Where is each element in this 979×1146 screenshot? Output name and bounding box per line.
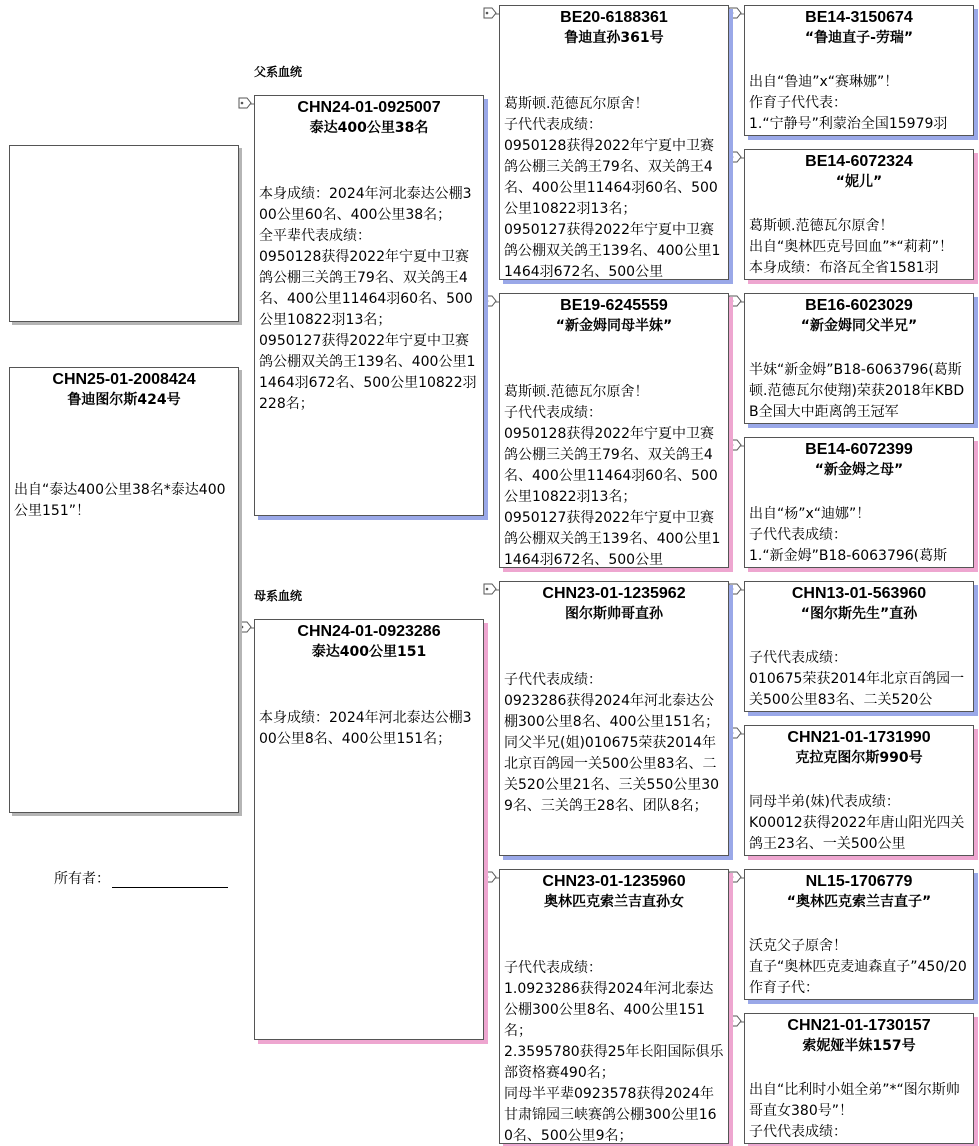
sss-description: 出自“鲁迪”x“赛琳娜”！ 作育子代代表： 1.“宁静号”利蒙治全国15979羽 bbox=[749, 74, 948, 132]
sire-card[interactable] bbox=[254, 95, 484, 516]
sire-dam-ring-number: BE19-6245559 bbox=[560, 297, 668, 314]
dam-dam-name: 奥林匹克索兰吉直孙女 bbox=[544, 894, 684, 910]
dss-description: 子代代表成绩： 010675荣获2014年北京百鸽园一关500公里83名、二关520公 bbox=[749, 650, 965, 708]
dam-sire-ring-number: CHN23-01-1235962 bbox=[542, 585, 686, 602]
sds-card[interactable] bbox=[744, 293, 974, 424]
edit-tag-icon bbox=[483, 583, 497, 595]
sss-name: “鲁迪直子-劳瑞” bbox=[804, 30, 914, 46]
edit-tag-icon bbox=[483, 7, 497, 19]
ddd-description: 出自“比利时小姐全弟”*“图尔斯帅哥直女380号”！ 子代代表成绩： bbox=[749, 1082, 960, 1140]
edit-tag-icon bbox=[238, 621, 252, 633]
owner-input-line[interactable] bbox=[112, 872, 228, 888]
ssd-ring-number: BE14-6072324 bbox=[805, 153, 913, 170]
sire-sire-card[interactable] bbox=[499, 5, 729, 280]
dds-description: 沃克父子原舍！ 直子“奥林匹克麦迪森直子”450/20作育子代： bbox=[749, 938, 967, 996]
dam-ring-number: CHN24-01-0923286 bbox=[297, 623, 441, 640]
sire-dam-name: “新金姆同母半妹” bbox=[555, 318, 673, 334]
sdd-name: “新金姆之母” bbox=[814, 462, 904, 478]
owner-field[interactable] bbox=[54, 868, 228, 888]
dam-dam-description: 子代代表成绩： 1.0923286获得2024年河北泰达公棚300公里8名、400公里151名； 2.3595780获得25年长阳国际俱乐部资格赛490名； 同母半平辈0923578获得2024年甘肃锦园三峡赛鸽公棚300公里160名、500公里9名； bbox=[504, 960, 724, 1144]
photo-placeholder[interactable] bbox=[9, 145, 239, 322]
edit-tag-icon bbox=[728, 871, 742, 883]
edit-tag-icon bbox=[728, 7, 742, 19]
sss-card[interactable] bbox=[744, 5, 974, 136]
sire-description: 本身成绩：2024年河北泰达公棚300公里60名、400公里38名； 全平辈代表成绩： 0950128获得2022年宁夏中卫赛鸽公棚三关鸽王79名、双关鸽王4名、400公里11464羽60名、500公里10822羽13名； 0950127获得2022年宁夏中卫赛鸽公棚双关鸽王139名、400公里11464羽672名、500公里10822羽228名； bbox=[259, 186, 477, 412]
ssd-description: 葛斯顿.范德瓦尔原舍！ 出自“奥林匹克号回血”*“莉莉”！ 本身成绩：布洛瓦全省1581羽 bbox=[749, 218, 954, 276]
dsd-name: 克拉克图尔斯990号 bbox=[795, 750, 923, 766]
edit-tag-icon bbox=[728, 151, 742, 163]
dam-line-label: 母系血统 bbox=[254, 589, 303, 603]
subject-name: 鲁迪图尔斯424号 bbox=[67, 392, 181, 408]
sds-name: “新金姆同父半兄” bbox=[800, 318, 918, 334]
dss-card[interactable] bbox=[744, 581, 974, 712]
edit-tag-icon bbox=[728, 583, 742, 595]
dds-name: “奥林匹克索兰吉直子” bbox=[786, 894, 932, 910]
edit-tag-icon bbox=[483, 295, 497, 307]
sire-ring-number: CHN24-01-0925007 bbox=[297, 99, 441, 116]
dam-name: 泰达400公里151 bbox=[311, 644, 427, 660]
sss-ring-number: BE14-3150674 bbox=[805, 9, 913, 26]
dam-card[interactable] bbox=[254, 619, 484, 1040]
owner-label: 所有者： bbox=[54, 871, 110, 887]
dam-dam-ring-number: CHN23-01-1235960 bbox=[542, 873, 686, 890]
dam-sire-name: 图尔斯帅哥直孙 bbox=[565, 606, 663, 622]
dsd-ring-number: CHN21-01-1731990 bbox=[787, 729, 931, 746]
ddd-ring-number: CHN21-01-1730157 bbox=[787, 1017, 931, 1034]
dss-ring-number: CHN13-01-563960 bbox=[791, 585, 927, 602]
edit-tag-icon bbox=[728, 727, 742, 739]
dss-name: “图尔斯先生”直孙 bbox=[800, 606, 918, 622]
subject-card[interactable] bbox=[9, 367, 239, 813]
sire-sire-description: 葛斯顿.范德瓦尔原舍！ 子代代表成绩： 0950128获得2022年宁夏中卫赛鸽公棚三关鸽王79名、双关鸽王4名、400公里11464羽60名、500公里10822羽13名； 0950127获得2022年宁夏中卫赛鸽公棚双关鸽王139名、400公里11464羽672名、500公里 bbox=[504, 96, 721, 280]
dam-sire-description: 子代代表成绩： 0923286获得2024年河北泰达公棚300公里8名、400公里151名； 同父半兄(姐)010675荣获2014年北京百鸽园一关500公里83名、二关520公里21名、三关550公里309名、三关鸽王28名、团队8名； bbox=[504, 672, 720, 814]
sire-line-label: 父系血统 bbox=[254, 65, 303, 79]
dds-ring-number: NL15-1706779 bbox=[805, 873, 913, 890]
edit-tag-icon bbox=[238, 97, 252, 109]
dam-dam-card[interactable] bbox=[499, 869, 729, 1144]
dsd-card[interactable] bbox=[744, 725, 974, 856]
sire-sire-name: 鲁迪直孙361号 bbox=[564, 30, 664, 46]
subject-description: 出自“泰达400公里38名*泰达400公里151”！ bbox=[14, 482, 226, 519]
sire-sire-ring-number: BE20-6188361 bbox=[560, 9, 668, 26]
edit-tag-icon bbox=[728, 439, 742, 451]
sdd-description: 出自“杨”x“迪娜”！ 子代代表成绩： 1.“新金姆”B18-6063796(葛斯 bbox=[749, 506, 948, 564]
sdd-card[interactable] bbox=[744, 437, 974, 568]
ddd-name: 索妮娅半妹157号 bbox=[802, 1038, 916, 1054]
edit-tag-icon bbox=[483, 871, 497, 883]
dsd-description: 同母半弟(妹)代表成绩： K00012获得2022年唐山阳光四关鸽王23名、一关500公里 bbox=[749, 794, 965, 852]
sire-dam-card[interactable] bbox=[499, 293, 729, 568]
sds-ring-number: BE16-6023029 bbox=[805, 297, 913, 314]
ssd-name: “妮儿” bbox=[835, 174, 883, 190]
dds-card[interactable] bbox=[744, 869, 974, 1000]
dam-sire-card[interactable] bbox=[499, 581, 729, 856]
dam-description: 本身成绩：2024年河北泰达公棚300公里8名、400公里151名； bbox=[259, 710, 472, 747]
edit-tag-icon bbox=[728, 1015, 742, 1027]
sds-description: 半妹“新金姆”B18-6063796(葛斯顿.范德瓦尔使翔)荣获2018年KBDB全国大中距离鸽王冠军 bbox=[749, 362, 965, 420]
ddd-card[interactable] bbox=[744, 1013, 974, 1144]
ssd-card[interactable] bbox=[744, 149, 974, 280]
sire-name: 泰达400公里38名 bbox=[309, 120, 429, 136]
sdd-ring-number: BE14-6072399 bbox=[805, 441, 913, 458]
sire-dam-description: 葛斯顿.范德瓦尔原舍！ 子代代表成绩： 0950128获得2022年宁夏中卫赛鸽公棚三关鸽王79名、双关鸽王4名、400公里11464羽60名、500公里10822羽13名； 0950127获得2022年宁夏中卫赛鸽公棚双关鸽王139名、400公里11464羽672名、500公里 bbox=[504, 384, 721, 568]
subject-ring-number: CHN25-01-2008424 bbox=[52, 371, 196, 388]
edit-tag-icon bbox=[728, 295, 742, 307]
